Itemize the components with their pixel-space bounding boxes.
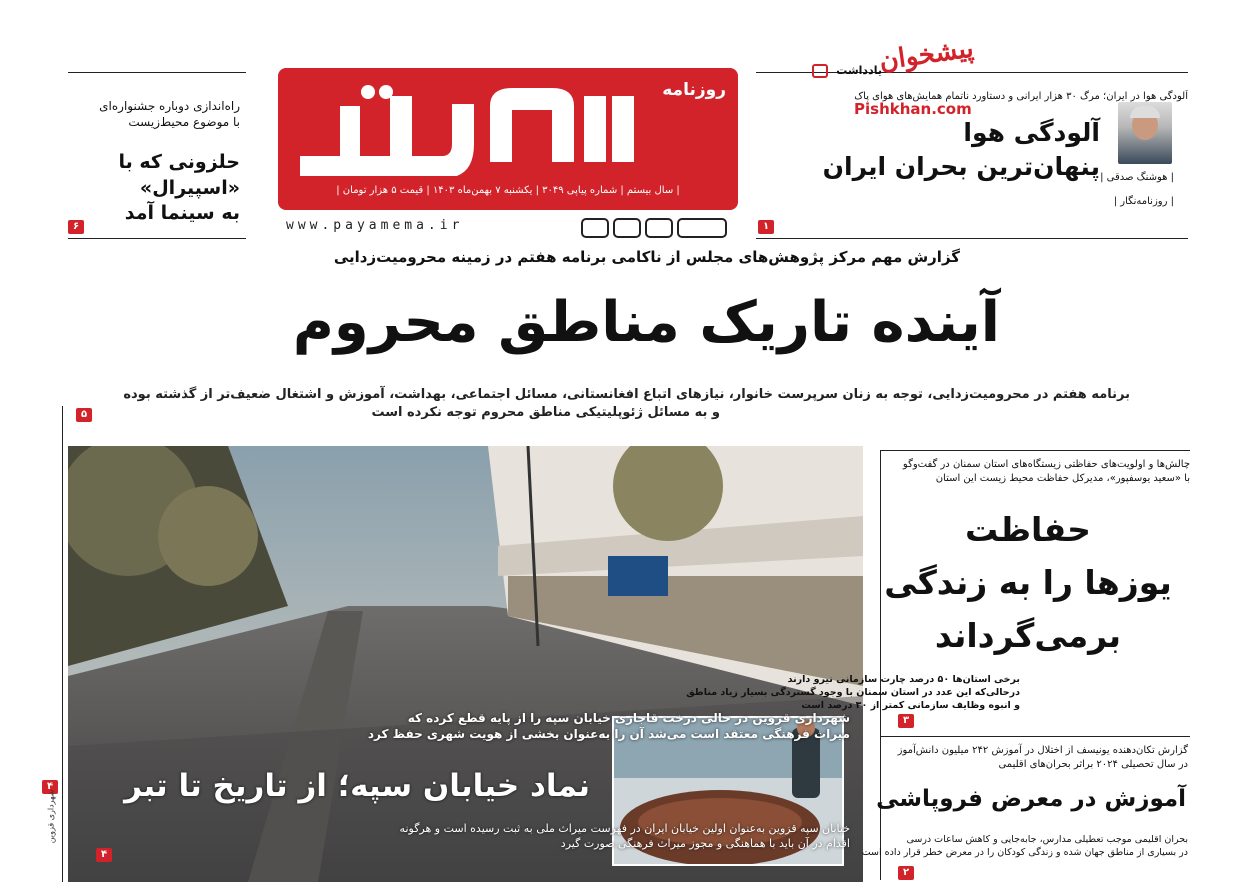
right-column-divider — [880, 736, 1190, 737]
right-page-badge: ۳ — [898, 714, 914, 728]
main-lead-line1: برنامه هفتم در محرومیت‌زدایی، توجه به زنان سرپرست خانوار، نیازهای اتباع افغانستانی، مسائل اجتماعی، بهداشت، آموزش و اشتغال ضعیف‌تر از گذشته بوده — [123, 387, 1130, 402]
photo-kicker-line2: میراث فرهنگی معتقد است می‌شد آن را به‌عنوان بخشی از هویت شهری حفظ کرد — [367, 727, 850, 742]
masthead-label: روزنامه — [662, 80, 726, 100]
right-title-line3: برمی‌گرداند — [934, 615, 1122, 655]
right-kicker-line1: چالش‌ها و اولویت‌های حفاظتی زیستگاه‌های استان سمنان در گفت‌وگو — [902, 459, 1190, 470]
right-kicker — [870, 458, 1190, 485]
note-author-role: | روزنامه‌نگار | — [1113, 196, 1174, 207]
pishkhan-watermark — [852, 33, 982, 126]
photo-kicker — [367, 710, 850, 742]
website-url[interactable]: www.payamema.ir — [286, 218, 464, 233]
photo-body-line2: اقدام در آن باید با هماهنگی و مجوز میراث فرهنگی صورت گیرد — [560, 836, 850, 850]
top-left-rule — [68, 72, 246, 73]
right-title[interactable] — [868, 504, 1188, 662]
main-lead-line2: و به مسائل ژئوپلیتیکی مناطق محروم توجه نکرده است — [371, 404, 720, 420]
top-right-rule-bottom — [756, 238, 1188, 239]
photo-headline[interactable]: نماد خیابان سپه؛ از تاریخ تا تبر — [124, 768, 590, 804]
right-body-line1: برخی استان‌ها ۵۰ درصد چارت سازمانی نیرو دارند — [787, 674, 1020, 685]
right-column-rule — [880, 450, 1190, 451]
right-title-line2: یوزها را به زندگی — [884, 562, 1172, 602]
top-left-page-badge: ۶ — [68, 220, 84, 234]
photo-body-line1: خیابان سپه قزوین به‌عنوان اولین خیابان ایران در فهرست میراث ملی به ثبت رسیده است و هرگونه — [399, 822, 850, 835]
masthead-mini-logo — [580, 216, 730, 240]
bottom-right-body-line1: بحران اقلیمی موجب تعطیلی مدارس، جابه‌جایی و کاهش ساعات درسی — [906, 834, 1188, 845]
photo-kicker-line1: شهرداری قزوین در حالی درخت قاجاری خیابان سپه را از پایه قطع کرده که — [407, 711, 850, 725]
top-left-title-line1: حلزونی که با «اسپیرال» — [118, 151, 240, 199]
note-author-photo — [1118, 102, 1172, 164]
bottom-right-body — [858, 834, 1188, 860]
photo-credit-text: شهرداری قزوین — [46, 789, 56, 844]
note-page-badge: ۱ — [758, 220, 774, 234]
masthead — [278, 68, 738, 210]
note-title-line1: آلودگی هوا — [963, 118, 1100, 147]
photo-credit-badge: ۴ — [42, 780, 58, 794]
note-title[interactable] — [770, 116, 1100, 184]
top-left-title-line2: به سینما آمد — [124, 202, 240, 225]
watermark-url: Pishkhan.com — [854, 100, 972, 118]
top-left-kicker-line1: راه‌اندازی دوباره جشنواره‌ای — [99, 99, 240, 113]
right-kicker-line2: با «سعید یوسفپور»، مدیرکل حفاظت محیط زیست این استان — [935, 472, 1190, 484]
top-left-title[interactable] — [50, 150, 240, 227]
main-lead — [90, 386, 1130, 421]
top-left-kicker — [60, 98, 240, 130]
main-page-badge: ۵ — [76, 408, 92, 422]
note-tag-label: یادداشت — [836, 64, 882, 77]
right-title-line1: حفاظت — [965, 510, 1091, 549]
author-hair — [1130, 106, 1160, 118]
masthead-issue-info: | سال بیستم | شماره پیاپی ۳۰۴۹ | یکشنبه ۷ بهمن‌ماه ۱۴۰۳ | قیمت ۵ هزار تومان | — [336, 185, 680, 196]
note-tag-icon — [812, 64, 828, 78]
note-lead: آلودگی هوا در ایران؛ مرگ ۳۰ هزار ایرانی و دستاورد ناتمام همایش‌های هوای پاک — [854, 91, 1188, 102]
bottom-right-title[interactable]: آموزش در معرض فروپاشی — [876, 786, 1186, 812]
photo-credit — [40, 780, 60, 860]
note-tag — [812, 64, 882, 78]
bottom-right-kicker-line2: در سال تحصیلی ۲۰۲۴ براثر بحران‌های اقلیمی — [998, 758, 1188, 770]
right-body-line3: و انبوه وظایف سازمانی کمتر از ۳۰ درصد است — [801, 699, 1020, 711]
bottom-right-page-badge: ۲ — [898, 866, 914, 880]
main-left-rule — [62, 406, 63, 882]
note-title-line2: پنهان‌ترین بحران ایران — [822, 151, 1100, 181]
note-author: | هوشنگ صدقی | — [1100, 172, 1174, 183]
masthead-logo — [290, 76, 650, 176]
bottom-right-body-line2: در بسیاری از مناطق جهان شده و زندگی کودکان را در معرض خطر قرار داده است — [861, 846, 1188, 858]
masthead-website-strip — [278, 214, 738, 240]
watermark-name: پیشخوان — [877, 33, 976, 77]
photo-body — [290, 822, 850, 852]
right-body — [686, 674, 1020, 712]
main-kicker: گزارش مهم مرکز پژوهش‌های مجلس از ناکامی برنامه هفتم در زمینه محرومیت‌زدایی — [333, 248, 960, 266]
top-left-rule-bottom — [68, 238, 246, 239]
top-left-kicker-line2: با موضوع محیط‌زیست — [128, 115, 240, 130]
bottom-right-kicker — [868, 744, 1188, 771]
main-headline[interactable]: آینده تاریک مناطق محروم — [292, 290, 1000, 355]
photo-page-badge: ۴ — [96, 848, 112, 862]
bottom-right-kicker-line1: گزارش تکان‌دهنده یونیسف از اختلال در آموزش ۲۴۲ میلیون دانش‌آموز — [897, 745, 1188, 756]
right-body-line2: درحالی‌که این عدد در استان سمنان با وجود گستردگی بسیار زیاد مناطق — [686, 686, 1020, 698]
